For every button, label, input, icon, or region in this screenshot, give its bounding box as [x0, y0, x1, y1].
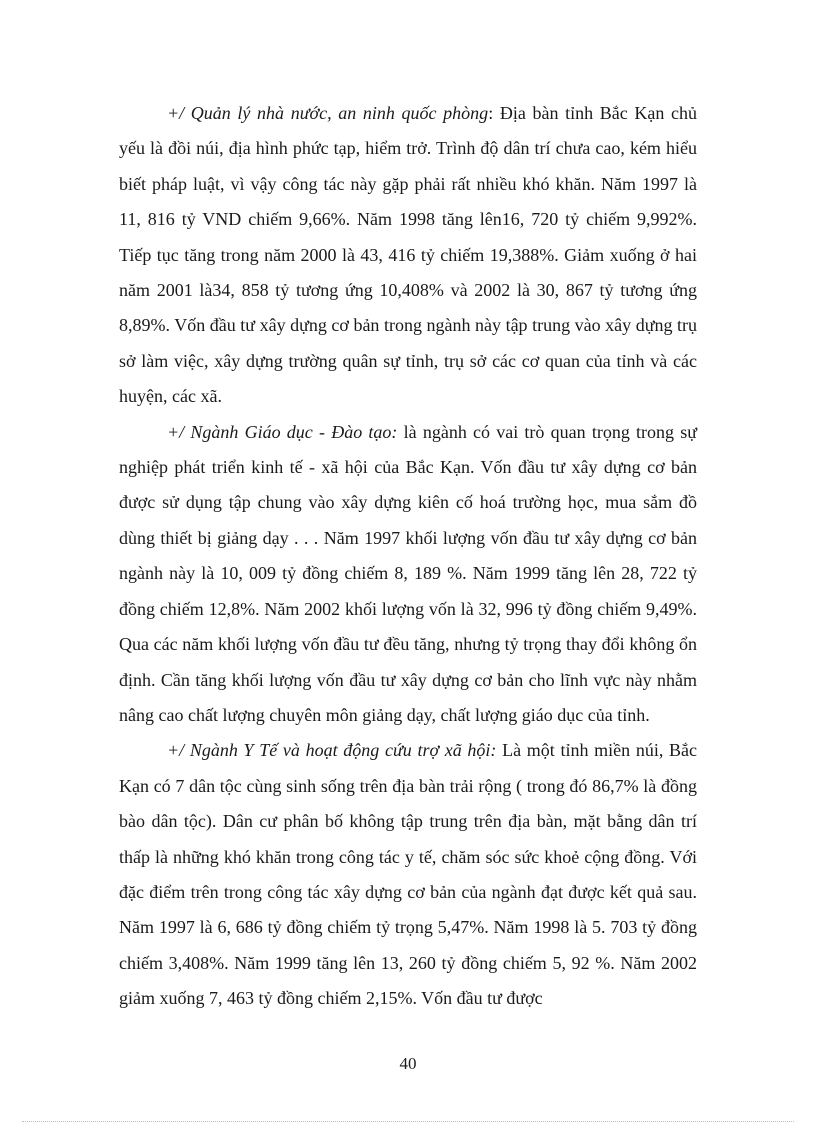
- paragraph-state-management: [119, 96, 697, 415]
- body-text: [119, 96, 697, 1017]
- paragraph-heading: +/ Ngành Y Tế và hoạt động cứu trợ xã hội:: [167, 740, 497, 761]
- paragraph-body: là ngành có vai trò quan trọng trong sự nghiệp phát triển kinh tế - xã hội của Bắc Kạn. Vốn đầu tư xây dựng cơ bản được sử dụng tập chung vào xây dựng kiên cố hoá trường học, mua sắm đồ dùng thiết bị giảng dạy . . . Năm 1997 khối lượng vốn đầu tư xây dựng cơ bản ngành này là 10, 009 tỷ đồng chiếm 8, 189 %. Năm 1999 tăng lên 28, 722 tỷ đồng chiếm 12,8%. Năm 2002 khối lượng vốn là 32, 996 tỷ đồng chiếm 9,49%. Qua các năm khối lượng vốn đầu tư đều tăng, nhưng tỷ trọng thay đổi không ổn định. Cần tăng khối lượng vốn đầu tư xây dựng cơ bản cho lĩnh vực này nhằm nâng cao chất lượng chuyên môn giảng dạy, chất lượng giáo dục của tỉnh.: [119, 421, 698, 725]
- page-bottom-divider: [22, 1121, 794, 1122]
- paragraph-body: Là một tỉnh miền núi, Bắc Kạn có 7 dân tộc cùng sinh sống trên địa bàn trải rộng ( trong đó 86,7% là đồng bào dân tộc). Dân cư phân bố không tập trung trên địa bàn, mặt bằng dân trí thấp là những khó khăn trong công tác y tế, chăm sóc sức khoẻ cộng đồng. Với đặc điểm trên trong công tác xây dựng cơ bản của ngành đạt được kết quả sau. Năm 1997 là 6, 686 tỷ đồng chiếm tỷ trọng 5,47%. Năm 1998 là 5. 703 tỷ đồng chiếm 3,408%. Năm 1999 tăng lên 13, 260 tỷ đồng chiếm 5, 92 %. Năm 2002 giảm xuống 7, 463 tỷ đồng chiếm 2,15%. Vốn đầu tư được: [119, 740, 698, 1009]
- paragraph-heading: +/ Quản lý nhà nước, an ninh quốc phòng: [167, 103, 489, 123]
- paragraph-heading: +/ Ngành Giáo dục - Đào tạo:: [167, 421, 398, 442]
- paragraph-health: [119, 733, 697, 1016]
- paragraph-education: [119, 415, 697, 734]
- page-number: 40: [399, 1054, 417, 1073]
- heading-separator: :: [488, 103, 500, 123]
- paragraph-body: Địa bàn tỉnh Bắc Kạn chủ yếu là đồi núi, địa hình phức tạp, hiểm trở. Trình độ dân trí chưa cao, kém hiểu biết pháp luật, vì vậy công tác này gặp phải rất nhiều khó khăn. Năm 1997 là 11, 816 tỷ VND chiếm 9,66%. Năm 1998 tăng lên16, 720 tỷ chiếm 9,992%. Tiếp tục tăng trong năm 2000 là 43, 416 tỷ chiếm 19,388%. Giảm xuống ở hai năm 2001 là34, 858 tỷ tương ứng 10,408% và 2002 là 30, 867 tỷ tương ứng 8,89%. Vốn đầu tư xây dựng cơ bản trong ngành này tập trung vào xây dựng trụ sở làm việc, xây dựng trường quân sự tỉnh, trụ sở các cơ quan của tỉnh và các huyện, các xã.: [119, 103, 697, 407]
